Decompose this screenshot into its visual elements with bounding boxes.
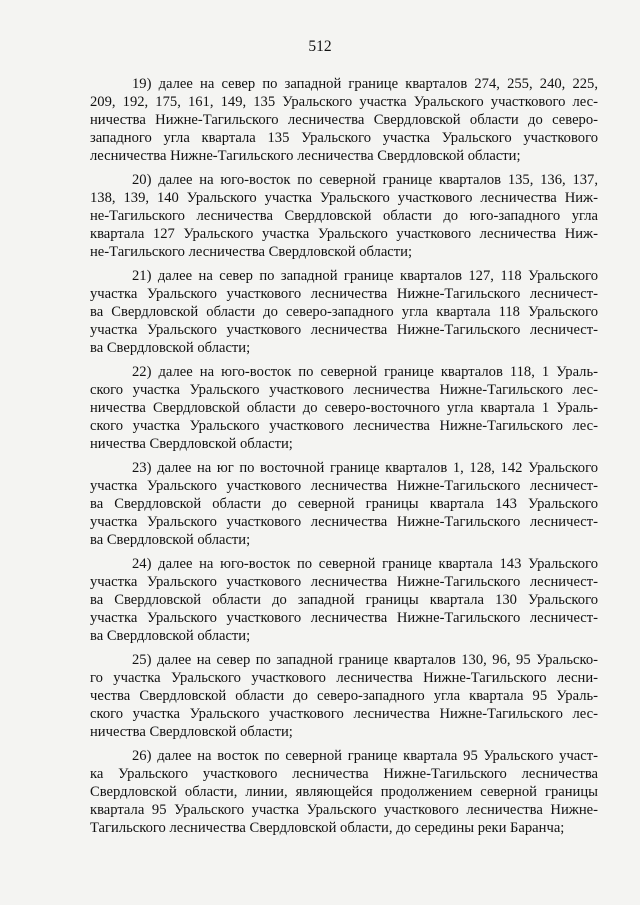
text-line: 209, 192, 175, 161, 149, 135 Уральского участка Уральского участкового лес- — [90, 94, 598, 110]
text-line: ва Свердловской области до северной границы квартала 143 Уральского — [90, 496, 598, 512]
text-line: ва Свердловской области; — [90, 340, 251, 356]
text-line: 23) далее на юг по восточной границе кварталов 1, 128, 142 Уральского — [132, 460, 598, 476]
text-line: чества Свердловской области до северо-западного угла квартала 95 Ураль- — [90, 688, 598, 704]
text-line: 24) далее на юго-восток по северной границе квартала 143 Уральского — [132, 556, 598, 572]
text-line: лесничества Нижне-Тагильского лесничества Свердловской области; — [90, 148, 521, 164]
text-line: не-Тагильского лесничества Свердловской области; — [90, 244, 413, 260]
paragraph-24 — [90, 555, 598, 645]
text-line: участка Уральского участкового лесничества Нижне-Тагильского лесничест- — [90, 574, 598, 590]
paragraph-23 — [90, 459, 598, 549]
text-line: ва Свердловской области до северо-западного угла квартала 118 Уральского — [90, 304, 598, 320]
text-line: ва Свердловской области до западной границы квартала 130 Уральского — [90, 592, 598, 608]
paragraph-20 — [90, 171, 598, 261]
text-line: 25) далее на север по западной границе кварталов 130, 96, 95 Уральско- — [132, 652, 598, 668]
text-line: го участка Уральского участкового лесничества Нижне-Тагильского лесни- — [90, 670, 598, 686]
text-line: западного угла квартала 135 Уральского участка Уральского участкового — [90, 130, 598, 146]
text-line: участка Уральского участкового лесничества Нижне-Тагильского лесничест- — [90, 514, 598, 530]
paragraph-26 — [90, 747, 598, 837]
text-line: 26) далее на восток по северной границе квартала 95 Уральского участ- — [132, 748, 598, 764]
paragraph-21 — [90, 267, 598, 357]
text-line: ва Свердловской области; — [90, 628, 251, 644]
text-line: Свердловской области, линии, являющейся продолжением северной границы — [90, 784, 598, 800]
text-line: 20) далее на юго-восток по северной границе кварталов 135, 136, 137, — [132, 172, 598, 188]
text-line: участка Уральского участкового лесничества Нижне-Тагильского лесничест- — [90, 610, 598, 626]
text-line: 138, 139, 140 Уральского участка Уральского участкового лесничества Ниж- — [90, 190, 598, 206]
paragraph-25 — [90, 651, 598, 741]
text-line: ского участка Уральского участкового лесничества Нижне-Тагильского лес- — [90, 382, 598, 398]
text-line: Тагильского лесничества Свердловской области, до середины реки Баранча; — [90, 820, 565, 836]
text-line: 22) далее на юго-восток по северной границе кварталов 118, 1 Ураль- — [132, 364, 598, 380]
text-line: 19) далее на север по западной границе кварталов 274, 255, 240, 225, — [132, 76, 598, 92]
text-line: участка Уральского участкового лесничества Нижне-Тагильского лесничест- — [90, 478, 598, 494]
text-line: участка Уральского участкового лесничества Нижне-Тагильского лесничест- — [90, 286, 598, 302]
text-line: ка Уральского участкового лесничества Нижне-Тагильского лесничества — [90, 766, 598, 782]
paragraph-22 — [90, 363, 598, 453]
text-line: ничества Нижне-Тагильского лесничества Свердловской области до северо- — [90, 112, 598, 128]
text-line: квартала 127 Уральского участка Уральского участкового лесничества Ниж- — [90, 226, 598, 242]
paragraph-19 — [90, 75, 598, 165]
text-line: 21) далее на север по западной границе кварталов 127, 118 Уральского — [132, 268, 598, 284]
text-line: ва Свердловской области; — [90, 532, 251, 548]
text-line: участка Уральского участкового лесничества Нижне-Тагильского лесничест- — [90, 322, 598, 338]
document-body — [90, 75, 598, 843]
text-line: ского участка Уральского участкового лесничества Нижне-Тагильского лес- — [90, 418, 598, 434]
page-number: 512 — [308, 38, 332, 55]
text-line: ничества Свердловской области; — [90, 724, 293, 740]
text-line: ского участка Уральского участкового лесничества Нижне-Тагильского лес- — [90, 706, 598, 722]
text-line: ничества Свердловской области; — [90, 436, 293, 452]
text-line: ничества Свердловской области до северо-восточного угла квартала 1 Ураль- — [90, 400, 598, 416]
text-line: не-Тагильского лесничества Свердловской области до юго-западного угла — [90, 208, 598, 224]
text-line: квартала 95 Уральского участка Уральского участкового лесничества Нижне- — [90, 802, 598, 818]
